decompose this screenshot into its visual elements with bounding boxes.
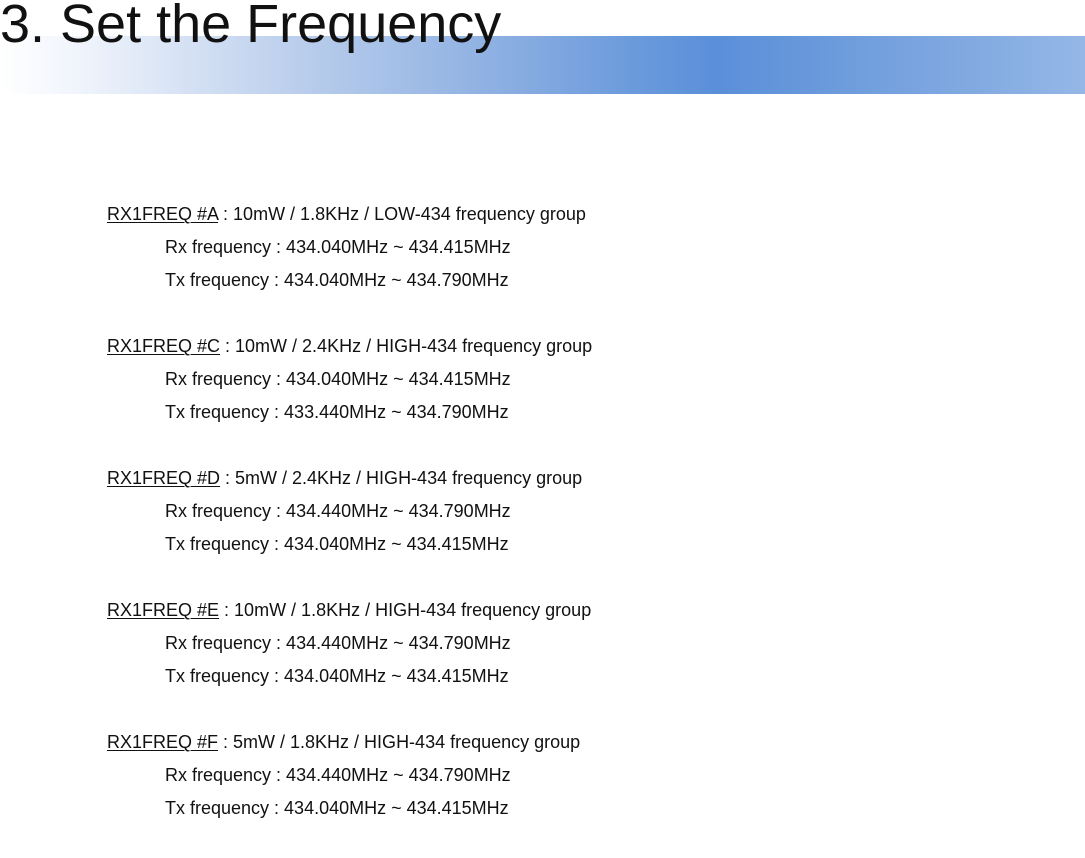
rx-frequency-line: Rx frequency : 434.040MHz ~ 434.415MHz: [165, 237, 511, 257]
freq-group-c: [107, 330, 1007, 429]
freq-group-spec: : 5mW / 2.4KHz / HIGH-434 frequency group: [220, 468, 583, 488]
freq-group-name: RX1FREQ #E: [107, 600, 220, 620]
tx-frequency-line: Tx frequency : 434.040MHz ~ 434.415MHz: [165, 798, 509, 818]
rx-frequency-line: Rx frequency : 434.440MHz ~ 434.790MHz: [165, 501, 511, 521]
freq-group-heading: [107, 198, 1007, 231]
freq-group-spec: : 10mW / 1.8KHz / HIGH-434 frequency group: [219, 600, 592, 620]
freq-group-e: [107, 594, 1007, 693]
freq-group-name: RX1FREQ #A: [107, 204, 219, 224]
freq-group-heading: [107, 726, 1007, 759]
freq-group-name: RX1FREQ #C: [107, 336, 221, 356]
freq-group-d: [107, 462, 1007, 561]
rx-frequency-line: Rx frequency : 434.440MHz ~ 434.790MHz: [165, 765, 511, 785]
tx-frequency-line: Tx frequency : 434.040MHz ~ 434.790MHz: [165, 270, 509, 290]
freq-group-spec: : 10mW / 1.8KHz / LOW-434 frequency group: [218, 204, 586, 224]
freq-group-a: [107, 198, 1007, 297]
freq-group-name: RX1FREQ #D: [107, 468, 221, 488]
rx-frequency-line: Rx frequency : 434.040MHz ~ 434.415MHz: [165, 369, 511, 389]
freq-group-heading: [107, 462, 1007, 495]
freq-group-spec: : 10mW / 2.4KHz / HIGH-434 frequency group: [220, 336, 593, 356]
frequency-list: [107, 198, 1007, 858]
tx-frequency-line: Tx frequency : 434.040MHz ~ 434.415MHz: [165, 534, 509, 554]
freq-group-f: [107, 726, 1007, 825]
freq-group-spec: : 5mW / 1.8KHz / HIGH-434 frequency group: [218, 732, 581, 752]
freq-group-heading: [107, 330, 1007, 363]
freq-group-heading: [107, 594, 1007, 627]
rx-frequency-line: Rx frequency : 434.440MHz ~ 434.790MHz: [165, 633, 511, 653]
tx-frequency-line: Tx frequency : 433.440MHz ~ 434.790MHz: [165, 402, 509, 422]
tx-frequency-line: Tx frequency : 434.040MHz ~ 434.415MHz: [165, 666, 509, 686]
page-title: 3. Set the Frequency: [0, 0, 502, 54]
freq-group-name: RX1FREQ #F: [107, 732, 219, 752]
